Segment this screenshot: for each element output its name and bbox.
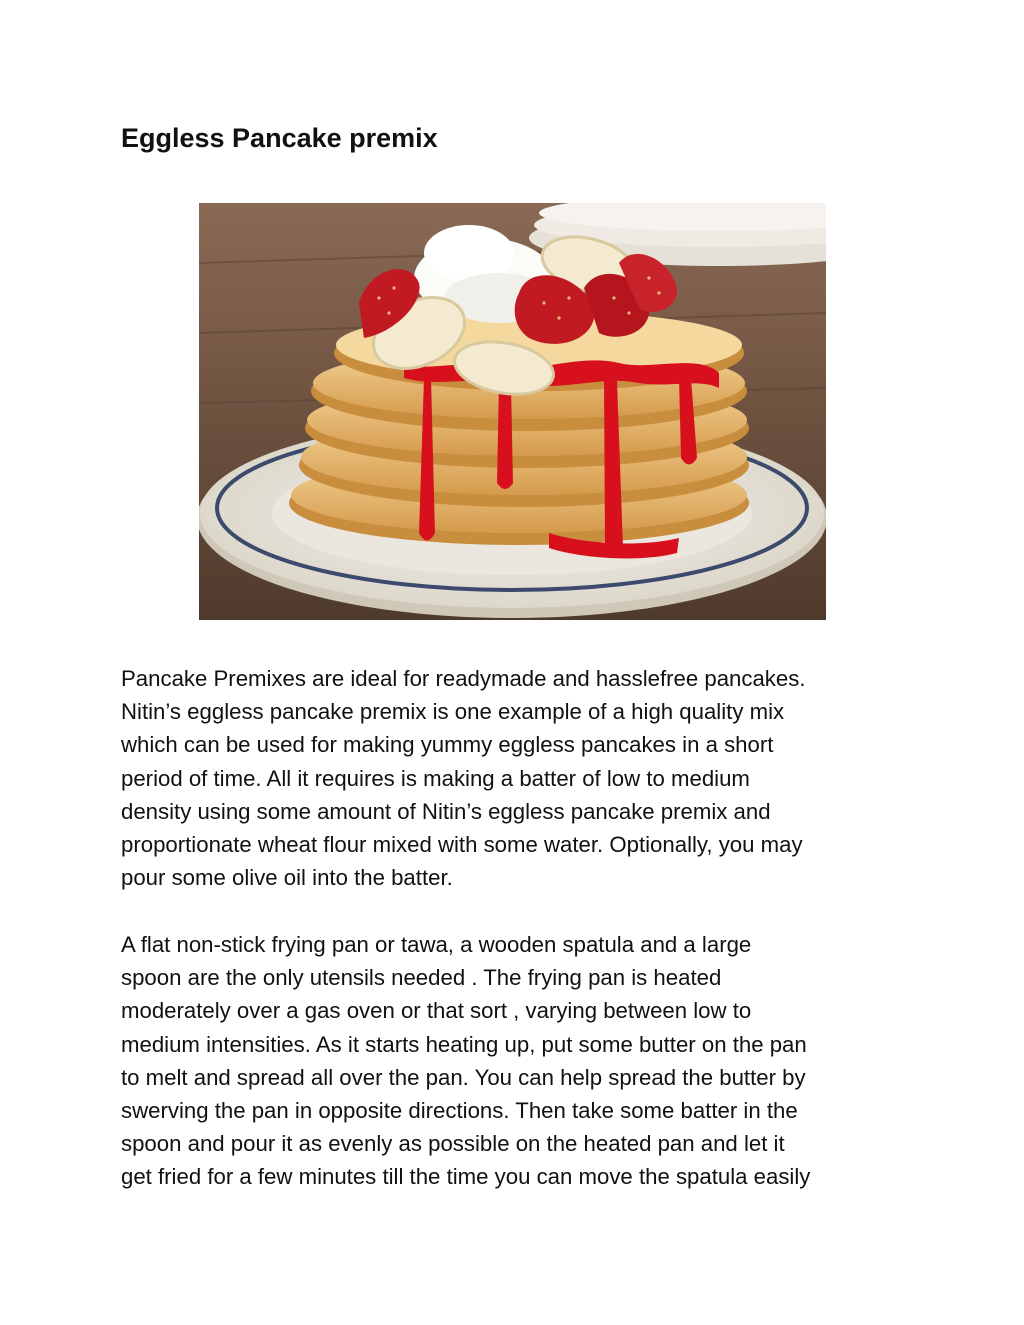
paragraph-1-line: density using some amount of Nitin’s eggless pancake premix and [121,798,771,824]
page-title: Eggless Pancake premix [121,123,438,153]
paragraph-1 [121,662,921,894]
paragraph-2 [121,928,921,1194]
paragraph-1-line: proportionate wheat flour mixed with some water. Optionally, you may [121,832,803,858]
paragraph-2-line: medium intensities. As it starts heating up, put some butter on the pan [121,1031,807,1057]
pancake-stack-illustration [199,203,826,620]
paragraph-2-line: A flat non-stick frying pan or tawa, a wooden spatula and a large [121,932,752,957]
paragraph-1-line: pour some olive oil into the batter. [121,865,453,891]
paragraph-2-line: swerving the pan in opposite directions. Then take some batter in the [121,1098,798,1124]
paragraph-2-line: get fried for a few minutes till the time you can move the spatula easily [121,1164,811,1190]
paragraph-2-line: spoon are the only utensils needed . The frying pan is heated [121,965,722,991]
pancake-image [199,203,826,620]
paragraph-1-line: Nitin’s eggless pancake premix is one example of a high quality mix [121,699,785,725]
paragraph-2-line: moderately over a gas oven or that sort , varying between low to [121,998,752,1024]
paragraph-2-line: to melt and spread all over the pan. You can help spread the butter by [121,1064,806,1090]
paragraph-2-line: spoon and pour it as evenly as possible on the heated pan and let it [121,1131,785,1157]
paragraph-1-line: period of time. All it requires is making a batter of low to medium [121,765,750,791]
paragraph-1-line: which can be used for making yummy eggless pancakes in a short [121,732,774,758]
paragraph-1-line: Pancake Premixes are ideal for readymade and hasslefree pancakes. [121,666,806,691]
